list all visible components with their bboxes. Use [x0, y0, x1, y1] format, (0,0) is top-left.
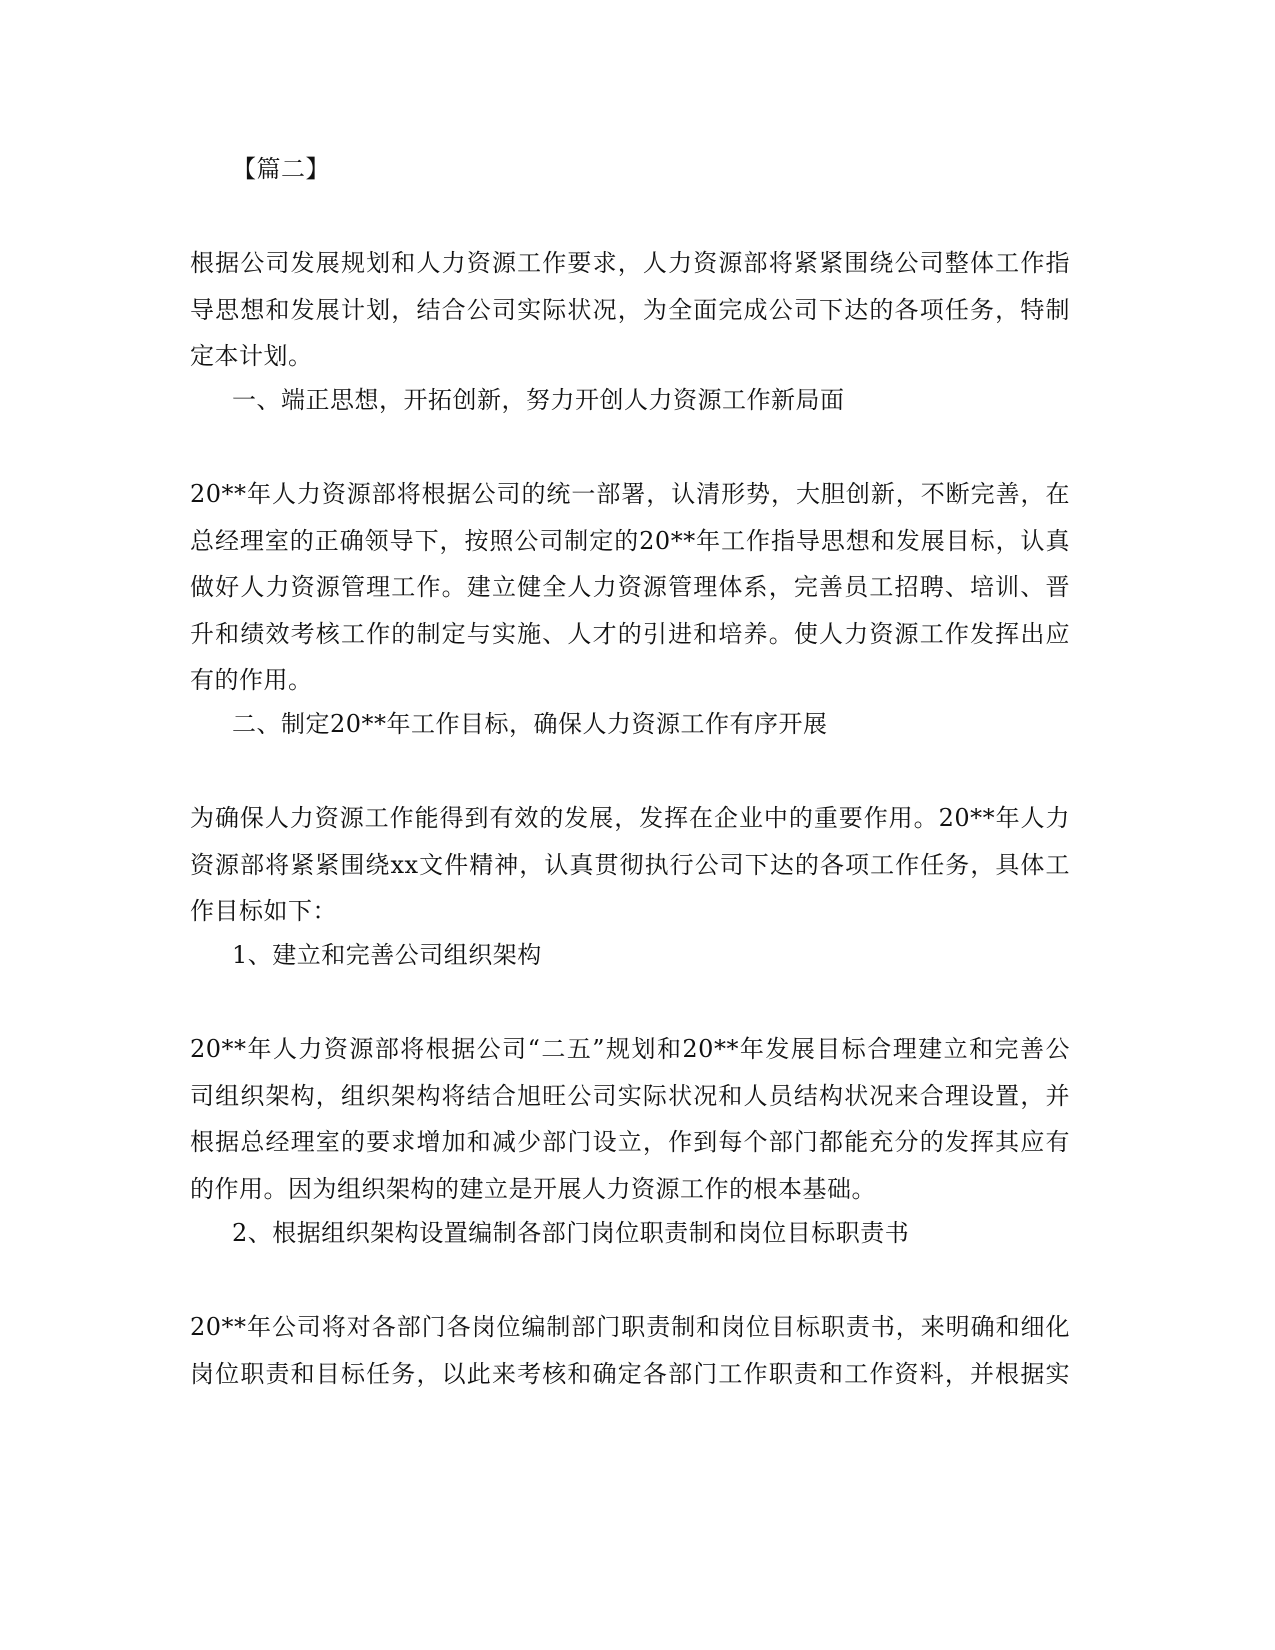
paragraph-2 [190, 795, 1070, 935]
paragraph-line: 总经理室的正确领导下，按照公司制定的20**年工作指导思想和发展目标，认真 [190, 526, 1070, 555]
heading-4: 2、根据组织架构设置编制各部门岗位职责制和岗位目标职责书 [232, 1219, 910, 1247]
paragraph-4 [190, 1304, 1070, 1397]
paragraph-line: 资源部将紧紧围绕xx文件精神，认真贯彻执行公司下达的各项工作任务，具体工 [190, 850, 1070, 879]
paragraph-line: 有的作用。 [190, 666, 313, 694]
paragraph-line: 为确保人力资源工作能得到有效的发展，发挥在企业中的重要作用。20**年人力 [190, 804, 1070, 832]
paragraph-3 [190, 1026, 1070, 1212]
paragraph-line: 做好人力资源管理工作。建立健全人力资源管理体系，完善员工招聘、培训、晋 [190, 573, 1070, 601]
section-label: 【篇二】 [232, 155, 330, 183]
intro-line: 导思想和发展计划，结合公司实际状况，为全面完成公司下达的各项任务，特制 [190, 295, 1070, 324]
paragraph-line: 升和绩效考核工作的制定与实施、人才的引进和培养。使人力资源工作发挥出应 [190, 619, 1070, 648]
paragraph-line: 作目标如下： [190, 897, 337, 925]
paragraph-line: 20**年人力资源部将根据公司的统一部署，认清形势，大胆创新，不断完善，在 [190, 480, 1070, 508]
paragraph-line: 的作用。因为组织架构的建立是开展人力资源工作的根本基础。 [190, 1174, 876, 1203]
paragraph-line: 岗位职责和目标任务，以此来考核和确定各部门工作职责和工作资料，并根据实 [190, 1359, 1070, 1388]
heading-1: 一、端正思想，开拓创新，努力开创人力资源工作新局面 [232, 386, 845, 414]
paragraph-line: 根据总经理室的要求增加和减少部门设立，作到每个部门都能充分的发挥其应有 [190, 1128, 1070, 1156]
paragraph-1 [190, 471, 1070, 704]
paragraph-line: 20**年公司将对各部门各岗位编制部门职责制和岗位目标职责书，来明确和细化 [190, 1313, 1070, 1341]
intro-paragraph [190, 240, 1070, 380]
paragraph-line: 司组织架构，组织架构将结合旭旺公司实际状况和人员结构状况来合理设置，并 [190, 1081, 1070, 1110]
intro-line: 定本计划。 [190, 342, 313, 370]
heading-3: 1、建立和完善公司组织架构 [232, 941, 542, 969]
paragraph-line: 20**年人力资源部将根据公司“二五”规划和20**年发展目标合理建立和完善公 [190, 1035, 1070, 1063]
heading-2: 二、制定20**年工作目标，确保人力资源工作有序开展 [232, 710, 828, 738]
intro-line: 根据公司发展规划和人力资源工作要求，人力资源部将紧紧围绕公司整体工作指 [190, 249, 1070, 277]
